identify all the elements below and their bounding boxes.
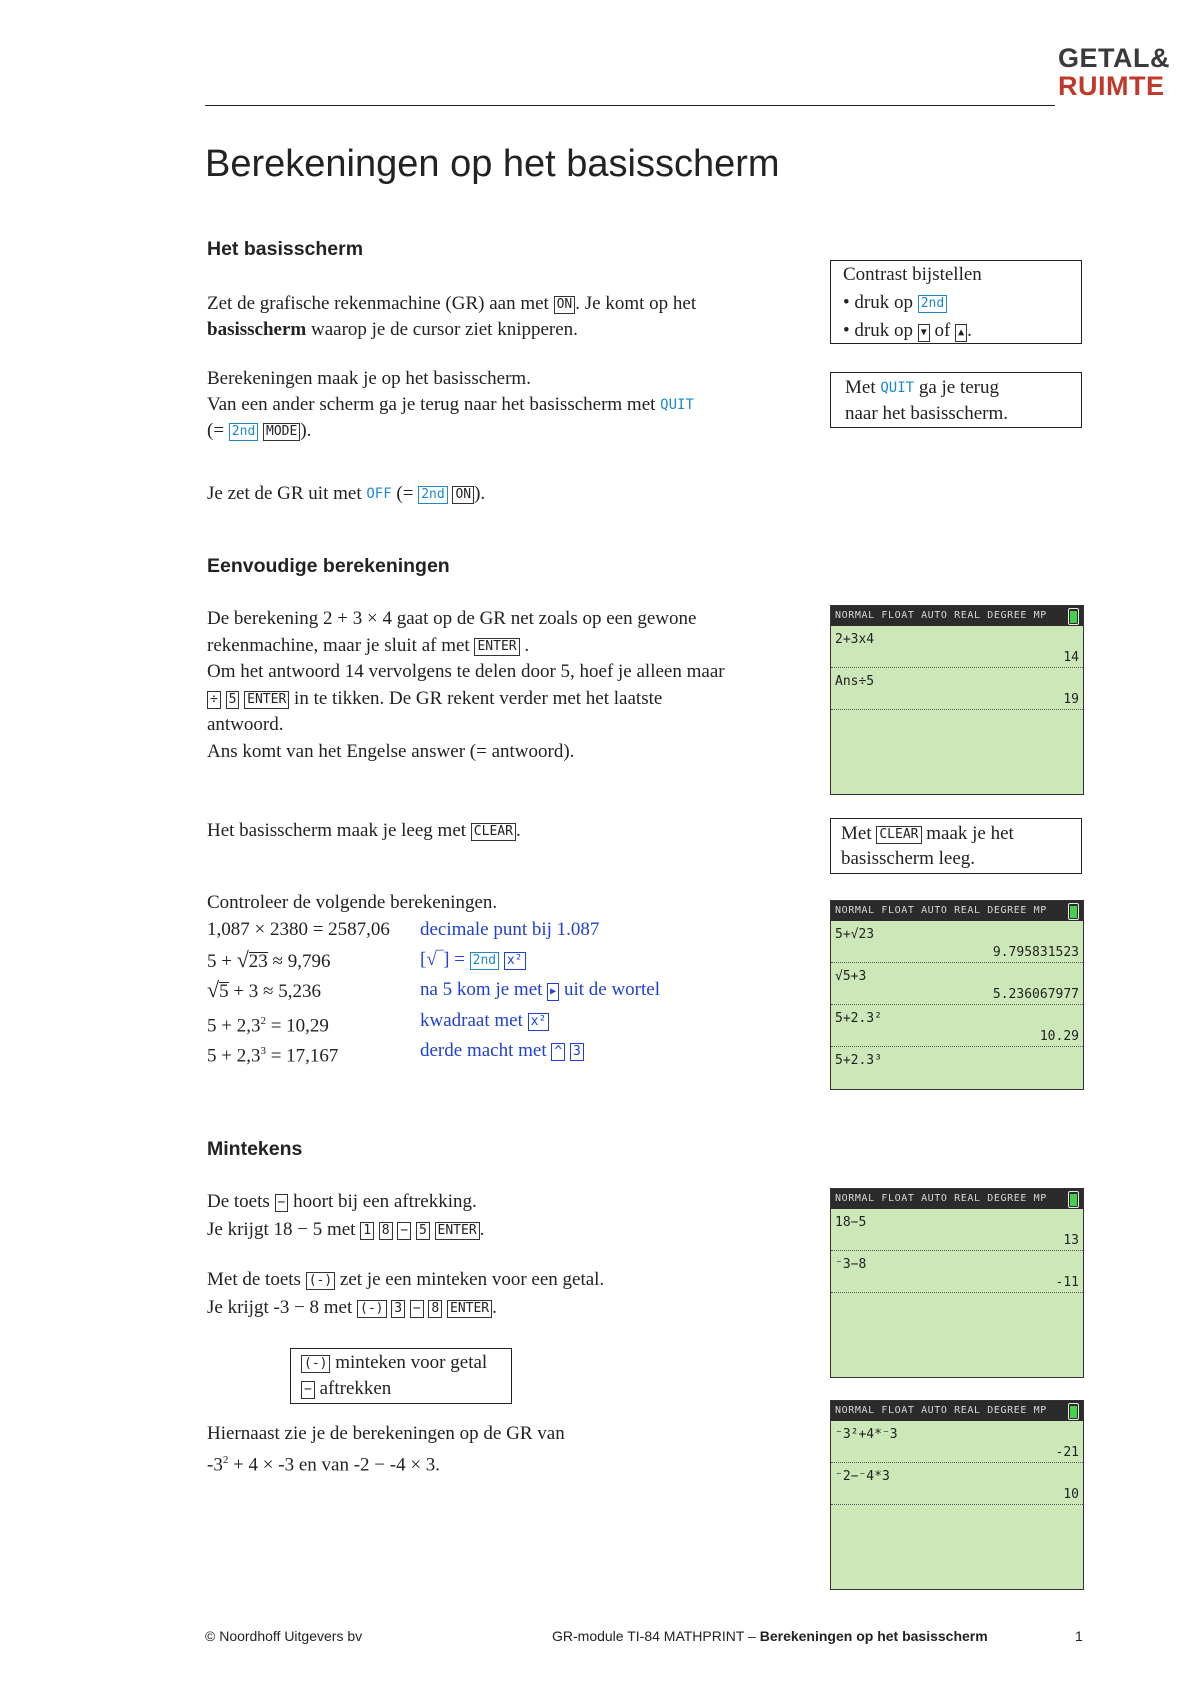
key-on: ON <box>554 296 576 314</box>
screen-input: 5+2.3² <box>835 1011 882 1026</box>
key-minus: − <box>397 1222 411 1240</box>
battery-icon <box>1068 1191 1079 1208</box>
section-heading-eenvoudige: Eenvoudige berekeningen <box>207 555 450 577</box>
key-divide: ÷ <box>207 691 221 709</box>
key-mode: MODE <box>263 423 300 441</box>
status-bar: NORMAL FLOAT AUTO REAL DEGREE MP <box>831 1401 1083 1421</box>
key-5: 5 <box>226 691 240 709</box>
screen-input: ⁻2−⁻4*3 <box>835 1469 890 1484</box>
key-8: 8 <box>379 1222 393 1240</box>
key-minus: − <box>275 1194 289 1212</box>
screen-output: 19 <box>831 691 1083 710</box>
page-number: 1 <box>1075 1628 1083 1644</box>
screen-output: 9.795831523 <box>831 944 1083 963</box>
calc-screen-1 <box>830 605 1084 795</box>
key-negative: (-) <box>357 1300 386 1318</box>
screen-output: -11 <box>831 1274 1083 1293</box>
screen-input: 18−5 <box>835 1215 867 1230</box>
battery-icon <box>1068 608 1079 625</box>
key-minus: − <box>410 1300 424 1318</box>
calc-note-3: na 5 kom je met ▶ uit de wortel <box>420 979 660 1000</box>
screen-input: 5+2.3³ <box>835 1053 882 1068</box>
key-2nd: 2nd <box>229 423 258 441</box>
screen-output: 5.236067977 <box>831 986 1083 1005</box>
key-3: 3 <box>391 1300 405 1318</box>
quit-box: Met QUIT ga je terug naar het basisscherm. <box>830 372 1082 428</box>
calc-row-5: $5 + 2,3^3 = 17,167$ <box>207 1045 339 1067</box>
status-bar: NORMAL FLOAT AUTO REAL DEGREE MP <box>831 901 1083 921</box>
header-rule <box>205 105 1055 106</box>
screen-input: √5+3 <box>835 969 867 984</box>
screen-input: Ans÷5 <box>835 674 875 689</box>
calc-note-5: derde macht met ^ 3 <box>420 1038 584 1064</box>
screen-output: 10 <box>831 1486 1083 1505</box>
key-2nd: 2nd <box>918 295 947 313</box>
clear-box: Met CLEAR maak je het basisscherm leeg. <box>830 818 1082 874</box>
screen-input: ⁻3−8 <box>835 1257 867 1272</box>
calc-row-1: 1,087 × 2380 = 2587,06 <box>207 919 390 940</box>
key-caret: ^ <box>551 1043 565 1061</box>
key-8: 8 <box>428 1300 442 1318</box>
check-heading: Controleer de volgende berekeningen. <box>207 892 498 913</box>
calc-row-4: $5 + 2,3^2 = 10,29$ <box>207 1015 329 1037</box>
status-bar: NORMAL FLOAT AUTO REAL DEGREE MP <box>831 606 1083 626</box>
contrast-box: Contrast bijstellen • druk op 2nd • druk op ▼ of ▲ . <box>830 260 1082 344</box>
battery-icon <box>1068 1403 1079 1420</box>
key-minus: − <box>301 1381 315 1399</box>
paragraph-minus: De toets − hoort bij een aftrekking. Je krijgt 18 − 5 met 1 8 − 5 ENTER . <box>207 1191 485 1240</box>
calc-note-4: kwadraat met x² <box>420 1008 549 1034</box>
screen-input: ⁻3²+4*⁻3 <box>835 1427 898 1442</box>
key-negative: (-) <box>306 1272 335 1290</box>
calc-note-2: [√‾] = 2nd x² <box>420 947 526 973</box>
key-quit: QUIT <box>660 397 694 413</box>
key-x-squared: x² <box>504 952 526 970</box>
key-up: ▲ <box>955 324 967 342</box>
key-1: 1 <box>360 1222 374 1240</box>
paragraph-quit: Berekeningen maak je op het basisscherm. Van een ander scherm ga je terug naar het basisscherm met QUIT (= 2nd MODE ). <box>207 368 694 441</box>
screen-input: 2+3x4 <box>835 632 875 647</box>
paragraph-simple-calc: De berekening 2 + 3 × 4 gaat op de GR net zoals op een gewone rekenmachine, maar je sluit af met ENTER . Om het antwoord 14 vervolgens te delen door 5, hoef je alleen maar ÷ 5 ENTER in te tikken. De GR rekent verder met het laatste antwoord. Ans komt van het Engelse answer (= antwoord). <box>207 608 725 762</box>
paragraph-turn-on: Zet de grafische rekenmachine (GR) aan met ON . Je komt op het basisscherm waarop je de cursor ziet knipperen. <box>207 293 697 340</box>
status-bar: NORMAL FLOAT AUTO REAL DEGREE MP <box>831 1189 1083 1209</box>
minus-legend-box: (-) minteken voor getal − aftrekken <box>290 1348 512 1404</box>
key-x-squared: x² <box>528 1013 550 1031</box>
contrast-title: Contrast bijstellen <box>843 264 982 285</box>
screen-output: -21 <box>831 1444 1083 1463</box>
key-enter: ENTER <box>474 638 519 656</box>
paragraph-clear: Het basisscherm maak je leeg met CLEAR . <box>207 820 521 841</box>
key-clear: CLEAR <box>471 823 516 841</box>
key-down: ▼ <box>918 324 930 342</box>
calc-note-1: decimale punt bij 1.087 <box>420 919 600 940</box>
key-clear: CLEAR <box>876 826 921 844</box>
key-negative: (-) <box>301 1355 330 1373</box>
brand-line-2: RUIMTE <box>1058 71 1165 101</box>
paragraph-negative: Met de toets (-) zet je een minteken voor een getal. Je krijgt -3 − 8 met (-) 3 − 8 ENTER . <box>207 1269 605 1318</box>
key-quit: QUIT <box>880 380 915 396</box>
battery-icon <box>1068 903 1079 920</box>
screen-output: 13 <box>831 1232 1083 1251</box>
key-2nd: 2nd <box>418 486 447 504</box>
section-heading-basisscherm: Het basisscherm <box>207 238 364 260</box>
section-heading-mintekens: Mintekens <box>207 1138 303 1160</box>
screen-output: 14 <box>831 649 1083 668</box>
screen-input: 5+√23 <box>835 927 875 942</box>
key-off: OFF <box>366 486 392 502</box>
calc-screen-4 <box>830 1400 1084 1590</box>
paragraph-examples: Hiernaast zie je de berekeningen op de GR van $-3^2 + 4 \times -3$ en van -2 − -4 × 3. <box>207 1423 565 1476</box>
key-right-arrow: ▶ <box>547 983 559 1001</box>
calc-row-2: 5 + √23 ≈ 9,796 <box>207 947 331 972</box>
page-title: Berekeningen op het basisscherm <box>205 143 780 185</box>
key-on: ON <box>452 486 474 504</box>
key-enter: ENTER <box>244 691 289 709</box>
key-enter: ENTER <box>435 1222 480 1240</box>
footer-module: GR-module TI-84 MATHPRINT – Berekeningen op het basisscherm <box>552 1628 988 1644</box>
footer-copyright: © Noordhoff Uitgevers bv <box>205 1628 363 1644</box>
paragraph-off: Je zet de GR uit met OFF (= 2nd ON ). <box>207 481 807 507</box>
calc-row-3: √5 + 3 ≈ 5,236 <box>207 977 321 1002</box>
brand-logo <box>1058 44 1170 100</box>
calc-screen-2 <box>830 900 1084 1090</box>
brand-line-1: GETAL& <box>1058 43 1170 73</box>
key-2nd: 2nd <box>470 952 499 970</box>
key-3: 3 <box>570 1043 584 1061</box>
screen-output: 10.29 <box>831 1028 1083 1047</box>
key-5: 5 <box>416 1222 430 1240</box>
calc-screen-3 <box>830 1188 1084 1378</box>
key-enter: ENTER <box>447 1300 492 1318</box>
